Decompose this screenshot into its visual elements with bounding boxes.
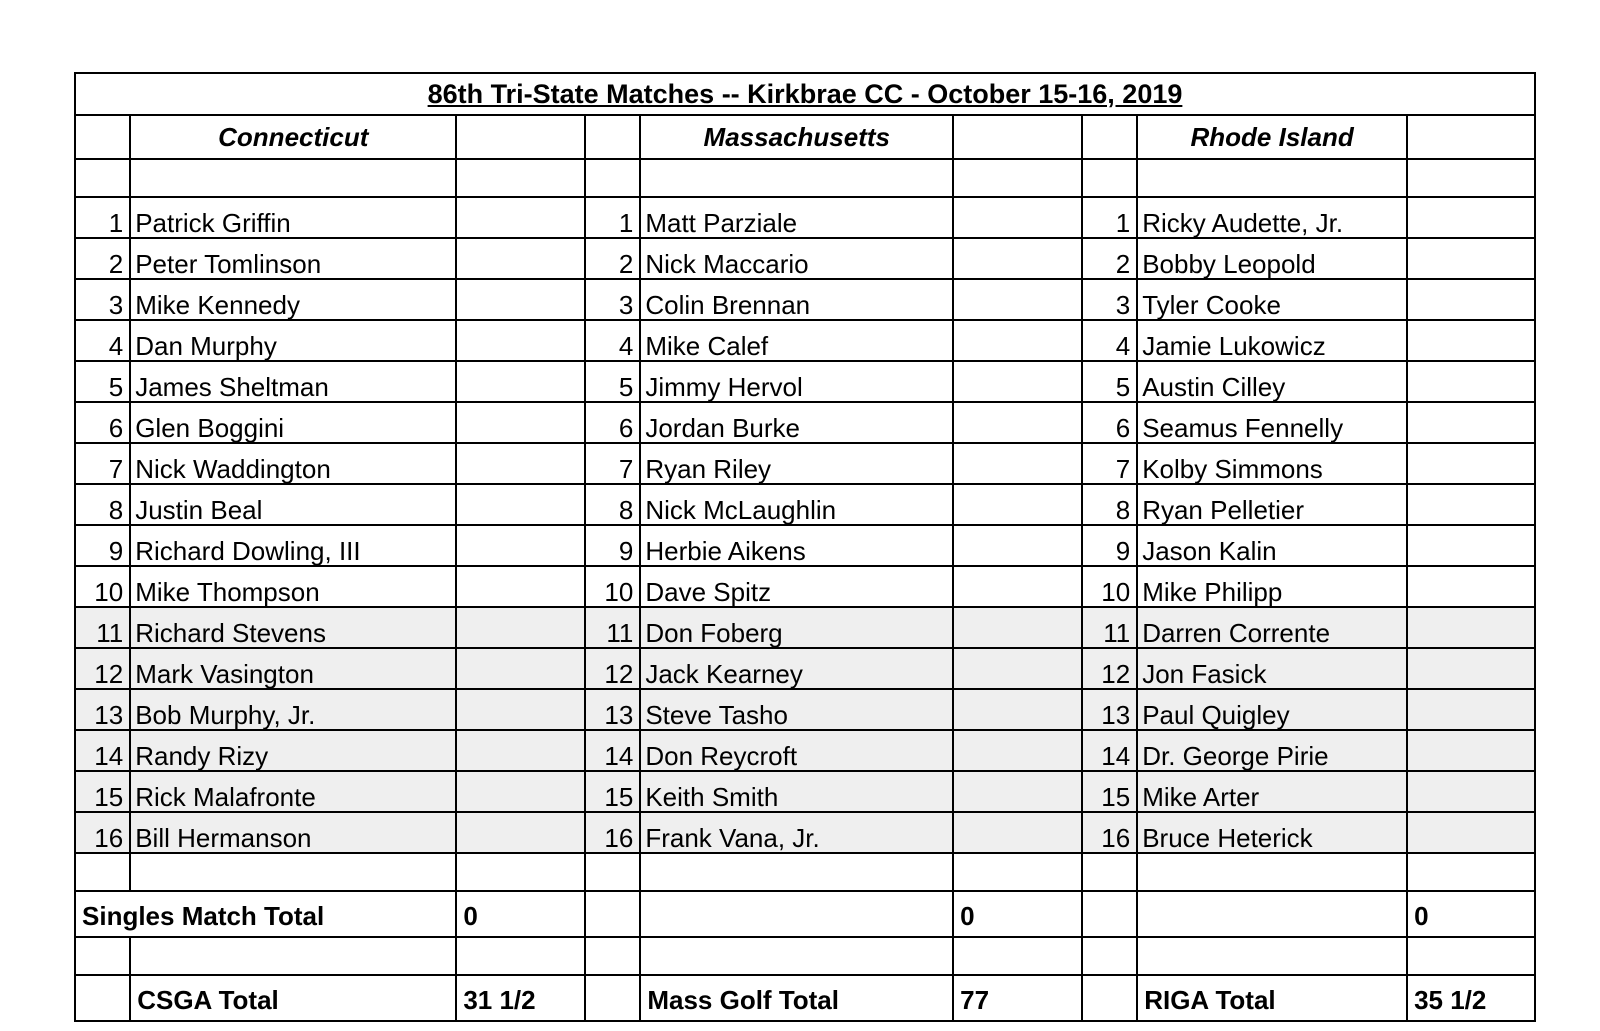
- score-cell: [1407, 812, 1535, 853]
- player-number: 5: [75, 361, 130, 402]
- table-row: [75, 320, 1535, 361]
- score-cell: [953, 197, 1082, 238]
- player-number: 16: [75, 812, 130, 853]
- sheet-title: 86th Tri-State Matches -- Kirkbrae CC - October 15-16, 2019: [427, 78, 1183, 109]
- score-cell: [456, 730, 585, 771]
- empty-cell: [1082, 115, 1137, 159]
- tri-state-matches-table: [74, 72, 1536, 1022]
- score-cell: [953, 730, 1082, 771]
- player-number: 3: [1082, 279, 1137, 320]
- table-row: [75, 402, 1535, 443]
- player-name-connecticut: Mike Kennedy: [130, 279, 456, 320]
- score-cell: [456, 320, 585, 361]
- player-name-connecticut: Nick Waddington: [130, 443, 456, 484]
- score-cell: [456, 566, 585, 607]
- player-number: 14: [75, 730, 130, 771]
- player-name-rhode-island: Bobby Leopold: [1137, 238, 1407, 279]
- player-name-connecticut: Bill Hermanson: [130, 812, 456, 853]
- empty-cell: [1082, 891, 1137, 937]
- player-number: 16: [585, 812, 640, 853]
- score-cell: [953, 525, 1082, 566]
- state-header-massachusetts: Massachusetts: [640, 115, 953, 159]
- score-cell: [456, 402, 585, 443]
- player-name-connecticut: Rick Malafronte: [130, 771, 456, 812]
- score-cell: [1407, 402, 1535, 443]
- title-cell: [75, 73, 1535, 115]
- player-number: 8: [585, 484, 640, 525]
- player-name-massachusetts: Ryan Riley: [640, 443, 953, 484]
- player-number: 1: [585, 197, 640, 238]
- player-name-connecticut: Richard Dowling, III: [130, 525, 456, 566]
- player-number: 4: [75, 320, 130, 361]
- score-cell: [953, 566, 1082, 607]
- score-cell: [1407, 197, 1535, 238]
- score-cell: [953, 771, 1082, 812]
- empty-cell: [75, 115, 130, 159]
- player-number: 9: [75, 525, 130, 566]
- score-cell: [456, 484, 585, 525]
- player-name-connecticut: Justin Beal: [130, 484, 456, 525]
- player-name-rhode-island: Ryan Pelletier: [1137, 484, 1407, 525]
- empty-cell: [1407, 115, 1535, 159]
- player-name-massachusetts: Steve Tasho: [640, 689, 953, 730]
- player-name-massachusetts: Jordan Burke: [640, 402, 953, 443]
- player-name-connecticut: Glen Boggini: [130, 402, 456, 443]
- player-number: 6: [1082, 402, 1137, 443]
- player-name-rhode-island: Paul Quigley: [1137, 689, 1407, 730]
- empty-cell: [456, 115, 585, 159]
- table-row: [75, 197, 1535, 238]
- table-row: [75, 812, 1535, 853]
- player-number: 2: [75, 238, 130, 279]
- table-row: [75, 730, 1535, 771]
- score-cell: [1407, 361, 1535, 402]
- player-number: 2: [1082, 238, 1137, 279]
- blank-row: [75, 159, 1535, 197]
- singles-total-label: Singles Match Total: [75, 891, 456, 937]
- player-number: 7: [1082, 443, 1137, 484]
- player-number: 10: [1082, 566, 1137, 607]
- player-name-massachusetts: Matt Parziale: [640, 197, 953, 238]
- player-name-connecticut: Randy Rizy: [130, 730, 456, 771]
- player-name-connecticut: Richard Stevens: [130, 607, 456, 648]
- player-name-massachusetts: Mike Calef: [640, 320, 953, 361]
- player-number: 7: [585, 443, 640, 484]
- table-row: [75, 279, 1535, 320]
- player-number: 14: [585, 730, 640, 771]
- empty-cell: [1137, 891, 1407, 937]
- score-cell: [953, 648, 1082, 689]
- score-cell: [1407, 648, 1535, 689]
- score-cell: [953, 443, 1082, 484]
- score-cell: [953, 402, 1082, 443]
- title-row: [75, 73, 1535, 115]
- player-name-rhode-island: Ricky Audette, Jr.: [1137, 197, 1407, 238]
- player-number: 12: [1082, 648, 1137, 689]
- player-name-massachusetts: Frank Vana, Jr.: [640, 812, 953, 853]
- singles-total-row: [75, 891, 1535, 937]
- score-cell: [456, 689, 585, 730]
- score-cell: [953, 320, 1082, 361]
- player-number: 1: [1082, 197, 1137, 238]
- score-cell: [456, 238, 585, 279]
- table-row: [75, 566, 1535, 607]
- player-number: 16: [1082, 812, 1137, 853]
- state-header-row: [75, 115, 1535, 159]
- player-number: 15: [75, 771, 130, 812]
- player-name-massachusetts: Dave Spitz: [640, 566, 953, 607]
- player-name-massachusetts: Don Foberg: [640, 607, 953, 648]
- player-number: 9: [585, 525, 640, 566]
- csga-total-label: CSGA Total: [130, 975, 456, 1021]
- player-name-connecticut: Bob Murphy, Jr.: [130, 689, 456, 730]
- player-name-rhode-island: Mike Philipp: [1137, 566, 1407, 607]
- player-name-massachusetts: Nick McLaughlin: [640, 484, 953, 525]
- score-cell: [953, 279, 1082, 320]
- player-name-massachusetts: Jimmy Hervol: [640, 361, 953, 402]
- player-number: 3: [585, 279, 640, 320]
- mass-golf-total-value: 77: [953, 975, 1082, 1021]
- player-name-rhode-island: Austin Cilley: [1137, 361, 1407, 402]
- player-number: 1: [75, 197, 130, 238]
- score-cell: [456, 525, 585, 566]
- score-cell: [1407, 279, 1535, 320]
- player-name-rhode-island: Dr. George Pirie: [1137, 730, 1407, 771]
- singles-total-ma: 0: [953, 891, 1082, 937]
- score-cell: [1407, 238, 1535, 279]
- player-number: 5: [585, 361, 640, 402]
- player-name-connecticut: Dan Murphy: [130, 320, 456, 361]
- score-cell: [456, 443, 585, 484]
- player-name-massachusetts: Don Reycroft: [640, 730, 953, 771]
- player-number: 3: [75, 279, 130, 320]
- table-row: [75, 689, 1535, 730]
- player-number: 13: [1082, 689, 1137, 730]
- table-row: [75, 607, 1535, 648]
- player-name-massachusetts: Colin Brennan: [640, 279, 953, 320]
- score-cell: [1407, 730, 1535, 771]
- player-number: 6: [75, 402, 130, 443]
- score-cell: [456, 648, 585, 689]
- association-total-row: [75, 975, 1535, 1021]
- score-cell: [1407, 566, 1535, 607]
- score-cell: [456, 361, 585, 402]
- score-cell: [1407, 525, 1535, 566]
- empty-cell: [585, 115, 640, 159]
- empty-cell: [585, 975, 640, 1021]
- player-number: 7: [75, 443, 130, 484]
- score-cell: [953, 238, 1082, 279]
- score-cell: [1407, 607, 1535, 648]
- player-name-massachusetts: Nick Maccario: [640, 238, 953, 279]
- score-cell: [1407, 320, 1535, 361]
- table-row: [75, 525, 1535, 566]
- player-name-connecticut: Patrick Griffin: [130, 197, 456, 238]
- score-cell: [456, 197, 585, 238]
- player-name-connecticut: Mike Thompson: [130, 566, 456, 607]
- player-number: 4: [1082, 320, 1137, 361]
- player-number: 10: [585, 566, 640, 607]
- empty-cell: [953, 115, 1082, 159]
- score-cell: [1407, 771, 1535, 812]
- blank-row: [75, 853, 1535, 891]
- player-number: 9: [1082, 525, 1137, 566]
- table-row: [75, 443, 1535, 484]
- score-cell: [1407, 443, 1535, 484]
- player-number: 11: [585, 607, 640, 648]
- score-cell: [456, 771, 585, 812]
- empty-cell: [585, 891, 640, 937]
- score-cell: [456, 607, 585, 648]
- empty-cell: [1082, 975, 1137, 1021]
- player-number: 13: [75, 689, 130, 730]
- player-number: 12: [75, 648, 130, 689]
- table-row: [75, 648, 1535, 689]
- score-cell: [456, 279, 585, 320]
- player-number: 10: [75, 566, 130, 607]
- score-cell: [456, 812, 585, 853]
- player-name-connecticut: Mark Vasington: [130, 648, 456, 689]
- player-name-rhode-island: Darren Corrente: [1137, 607, 1407, 648]
- player-number: 11: [75, 607, 130, 648]
- state-header-rhode-island: Rhode Island: [1137, 115, 1407, 159]
- player-name-rhode-island: Kolby Simmons: [1137, 443, 1407, 484]
- empty-cell: [75, 975, 130, 1021]
- player-number: 8: [1082, 484, 1137, 525]
- singles-total-ri: 0: [1407, 891, 1535, 937]
- empty-cell: [640, 891, 953, 937]
- player-number: 15: [1082, 771, 1137, 812]
- player-name-rhode-island: Jon Fasick: [1137, 648, 1407, 689]
- state-header-connecticut: Connecticut: [130, 115, 456, 159]
- player-number: 13: [585, 689, 640, 730]
- player-number: 11: [1082, 607, 1137, 648]
- player-name-rhode-island: Tyler Cooke: [1137, 279, 1407, 320]
- player-name-rhode-island: Mike Arter: [1137, 771, 1407, 812]
- score-cell: [953, 607, 1082, 648]
- score-cell: [1407, 484, 1535, 525]
- riga-total-value: 35 1/2: [1407, 975, 1535, 1021]
- player-name-massachusetts: Herbie Aikens: [640, 525, 953, 566]
- player-number: 14: [1082, 730, 1137, 771]
- blank-row: [75, 937, 1535, 975]
- player-name-rhode-island: Seamus Fennelly: [1137, 402, 1407, 443]
- player-name-connecticut: Peter Tomlinson: [130, 238, 456, 279]
- mass-golf-total-label: Mass Golf Total: [640, 975, 953, 1021]
- table-row: [75, 361, 1535, 402]
- player-name-connecticut: James Sheltman: [130, 361, 456, 402]
- score-cell: [953, 484, 1082, 525]
- score-cell: [1407, 689, 1535, 730]
- player-number: 4: [585, 320, 640, 361]
- player-number: 15: [585, 771, 640, 812]
- score-cell: [953, 361, 1082, 402]
- player-name-massachusetts: Jack Kearney: [640, 648, 953, 689]
- score-cell: [953, 812, 1082, 853]
- player-number: 6: [585, 402, 640, 443]
- player-name-rhode-island: Jamie Lukowicz: [1137, 320, 1407, 361]
- csga-total-value: 31 1/2: [456, 975, 585, 1021]
- table-row: [75, 484, 1535, 525]
- singles-total-ct: 0: [456, 891, 585, 937]
- table-row: [75, 238, 1535, 279]
- score-cell: [953, 689, 1082, 730]
- player-name-rhode-island: Bruce Heterick: [1137, 812, 1407, 853]
- player-name-rhode-island: Jason Kalin: [1137, 525, 1407, 566]
- player-number: 5: [1082, 361, 1137, 402]
- table-row: [75, 771, 1535, 812]
- player-number: 8: [75, 484, 130, 525]
- player-number: 12: [585, 648, 640, 689]
- player-name-massachusetts: Keith Smith: [640, 771, 953, 812]
- player-number: 2: [585, 238, 640, 279]
- riga-total-label: RIGA Total: [1137, 975, 1407, 1021]
